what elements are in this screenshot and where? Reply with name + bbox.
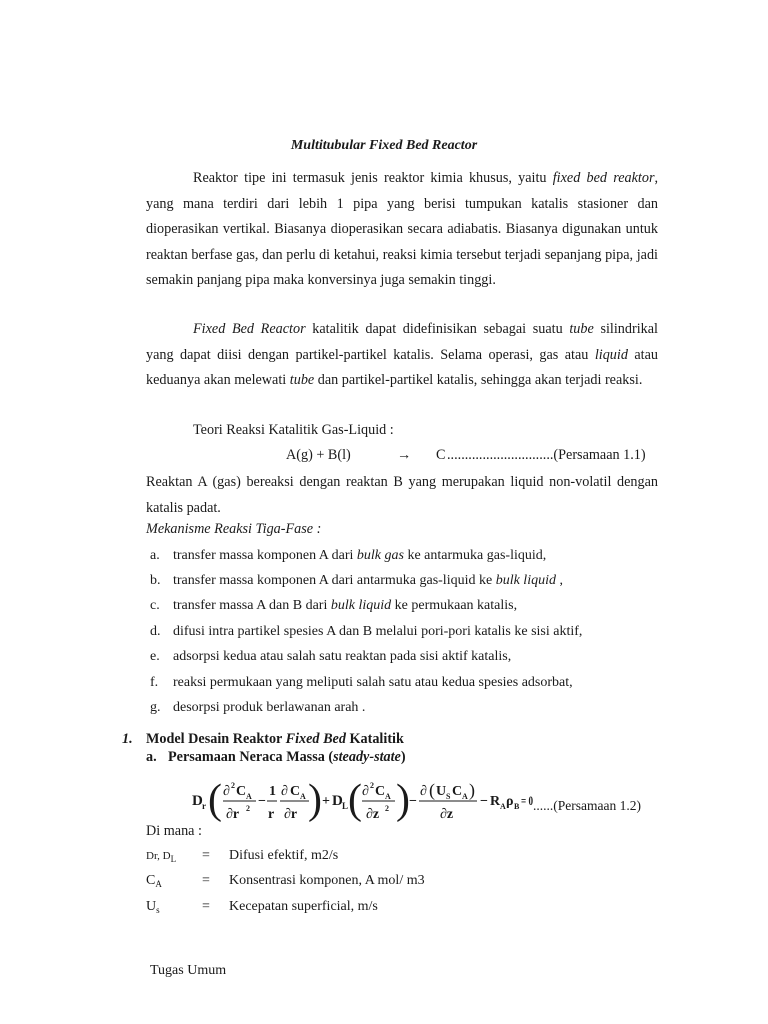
eq-c: C	[236, 784, 247, 799]
eq-r: r	[268, 807, 275, 822]
list-item-text: transfer massa komponen A dari antarmuka gas-liquid ke	[173, 573, 496, 588]
eq-c-sub: A	[246, 792, 252, 801]
eq-paren: )	[396, 777, 410, 823]
text-run: , yang mana terdiri dari lebih 1 pipa yang berisi tumpukan katalis stasioner dan dioperasikan vertikal. Biasanya dioperasikan secara adiabatis. Biasanya digunakan untuk reaktan berfase gas, dan perlu di ketahui, reaksi kimia tersebut terjadi sepanjang pipa, jadi semakin panjang pipa maka konversinya juga semakin tinggi.	[146, 170, 659, 289]
symbol-subscript: s	[156, 905, 160, 915]
eq-us: U	[436, 784, 447, 799]
eq-exp: 2	[231, 781, 235, 790]
list-marker: c.	[150, 598, 160, 613]
text-run-italic: liquid	[594, 346, 628, 363]
definition-symbol	[146, 848, 176, 864]
definition-equals: =	[202, 899, 210, 914]
list-item-text: bulk liquid	[495, 573, 556, 588]
variable-definitions	[146, 848, 546, 928]
where-label: Di mana :	[146, 823, 202, 839]
mass-balance-equation	[190, 776, 535, 834]
definition-description: Kecepatan superficial, m/s	[229, 899, 378, 914]
text-run-italic: steady-state	[333, 749, 401, 765]
subsection-heading	[146, 749, 406, 766]
eq-ra: R	[490, 794, 501, 809]
eq-c-sub: A	[385, 792, 391, 801]
mechanism-heading: Mekanisme Reaksi Tiga-Fase :	[146, 521, 322, 537]
symbol-subscript: A	[155, 879, 162, 889]
definition-description: Difusi efektif, m2/s	[229, 848, 339, 863]
eq-minus: −	[409, 794, 417, 809]
text-run: Katalitik	[345, 731, 404, 747]
eq-partial: ∂	[223, 784, 230, 799]
list-item-text: reaksi permukaan yang meliputi salah satu atau kedua spesies adsorbat,	[173, 675, 573, 690]
list-item	[150, 598, 517, 614]
eq-paren: (	[208, 777, 222, 823]
reaction-lhs: A(g) + B(l)	[286, 447, 351, 463]
eq-partial: ∂	[420, 784, 427, 799]
text-run: Model Desain Reaktor	[146, 731, 286, 747]
eq-dr: ∂r	[284, 807, 298, 822]
symbol-subscript: L	[170, 854, 177, 864]
text-run: atau keduanya akan melewati	[146, 346, 658, 389]
theory-heading: Teori Reaksi Katalitik Gas-Liquid :	[193, 422, 394, 438]
eq-c: C	[452, 784, 463, 799]
subsection-marker: a.	[146, 749, 157, 765]
eq-partial: ∂	[362, 784, 369, 799]
list-item-text: transfer massa komponen A dari	[173, 548, 357, 563]
list-item-text: bulk gas	[356, 548, 404, 563]
text-run: Reaktor tipe ini termasuk jenis reaktor kimia khusus, yaitu	[193, 170, 553, 186]
list-item-text: desorpsi produk berlawanan arah .	[173, 700, 366, 715]
text-run-italic: tube	[289, 372, 315, 389]
text-run: dan partikel-partikel katalis, sehingga akan terjadi reaksi.	[314, 372, 643, 389]
eq-paren: )	[469, 780, 475, 800]
page-title: Multitubular Fixed Bed Reactor	[290, 138, 478, 153]
symbol-text: C	[146, 873, 156, 888]
definition-symbol	[146, 873, 162, 889]
list-item	[150, 675, 573, 691]
text-run: silindrikal yang dapat diisi dengan partikel-partikel katalis. Selama operasi, gas atau	[146, 321, 658, 363]
text-run-italic: Fixed Bed	[285, 731, 346, 747]
list-marker: e.	[150, 649, 160, 664]
eq-c-sub: A	[300, 792, 306, 801]
list-item-text: adsorpsi kedua atau salah satu reaktan pada sisi aktif katalis,	[173, 649, 512, 664]
eq-paren: (	[348, 777, 362, 823]
eq-exp: 2	[246, 804, 250, 813]
list-marker: b.	[150, 573, 161, 588]
eq-minus: −	[258, 794, 266, 809]
eq-exp: 2	[370, 781, 374, 790]
list-item-text: bulk liquid	[330, 598, 392, 613]
list-item	[150, 548, 546, 564]
symbol-text: Dr, D	[146, 850, 171, 862]
text-run: katalitik dapat didefinisikan sebagai suatu	[305, 321, 570, 337]
definition-row	[146, 899, 546, 921]
list-marker: a.	[150, 548, 160, 563]
eq-paren: )	[308, 777, 322, 823]
symbol-text: U	[146, 899, 157, 914]
eq-plus: +	[322, 794, 330, 809]
reaction-rhs: C	[436, 447, 446, 463]
equation-label: ......(Persamaan 1.2)	[533, 798, 641, 813]
eq-dr-sub: r	[202, 801, 206, 811]
eq-dl: D	[332, 793, 343, 809]
definition-equals: =	[202, 873, 210, 888]
eq-dr: D	[192, 793, 203, 809]
eq-dl-sub: L	[342, 801, 349, 811]
section-number: 1.	[122, 731, 133, 747]
footer-text: Tugas Umum	[150, 963, 227, 978]
list-marker: d.	[150, 624, 161, 639]
reaction-arrow: →	[397, 447, 412, 463]
definition-symbol	[146, 899, 160, 915]
eq-paren: (	[429, 780, 435, 800]
eq-partial: ∂	[281, 784, 288, 799]
paragraph-reactants: Reaktan A (gas) bereaksi dengan reaktan B yang merupakan liquid non-volatil dengan katalis padat.	[146, 474, 658, 516]
text-run: Persamaan Neraca Massa (	[168, 749, 334, 765]
eq-rho: ρ	[506, 794, 514, 809]
eq-minus: −	[480, 794, 488, 809]
list-item	[150, 649, 511, 665]
eq-one: 1	[269, 784, 276, 799]
paragraph-definition	[146, 317, 658, 394]
eq-rho-sub: B	[514, 802, 520, 811]
eq-c: C	[290, 784, 301, 799]
eq-us-sub: S	[446, 792, 451, 801]
list-item-text: ,	[555, 573, 563, 588]
list-item-text: transfer massa A dan B dari	[173, 598, 331, 613]
definition-equals: =	[202, 848, 210, 863]
eq-c: C	[375, 784, 386, 799]
eq-dz: ∂z	[440, 807, 454, 822]
list-item	[150, 573, 563, 589]
text-run-italic: Fixed Bed Reactor	[193, 321, 306, 337]
text-run-italic: fixed bed reaktor	[552, 170, 655, 186]
list-item-text: difusi intra partikel spesies A dan B melalui pori-pori katalis ke sisi aktif,	[173, 624, 583, 639]
text-run-italic: tube	[569, 321, 594, 337]
eq-c-sub: A	[462, 792, 468, 801]
eq-ra-sub: A	[500, 802, 506, 811]
list-item	[150, 700, 365, 716]
eq-dz2: ∂z	[366, 807, 380, 822]
eq-zero: = 0	[521, 793, 533, 808]
list-item-text: ke antarmuka gas-liquid,	[403, 548, 547, 563]
eq-dr2: ∂r	[226, 807, 240, 822]
definition-description: Konsentrasi komponen, A mol/ m3	[229, 873, 425, 888]
paragraph-intro	[146, 166, 658, 294]
eq-exp: 2	[385, 804, 389, 813]
list-marker: g.	[150, 700, 161, 715]
equation-label: ..............................(Persamaan 1.1)	[447, 447, 646, 463]
section-heading	[122, 731, 404, 748]
list-item-text: ke permukaan katalis,	[391, 598, 518, 613]
list-item	[150, 624, 582, 640]
text-run: )	[400, 749, 406, 765]
definition-row	[146, 848, 546, 870]
definition-row	[146, 873, 546, 895]
list-marker: f.	[150, 675, 159, 690]
